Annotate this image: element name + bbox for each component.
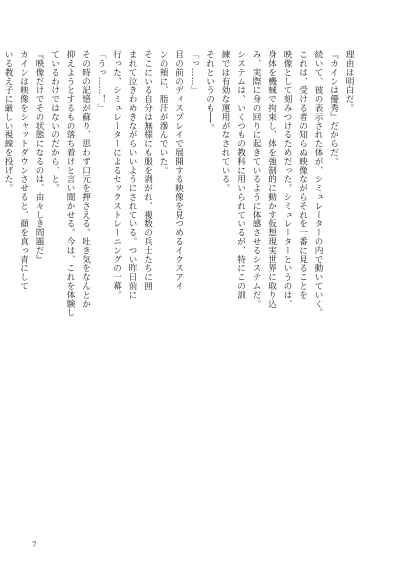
text-line: システムは、いくつもの教科に用いられているが、特にこの訓 — [235, 50, 246, 300]
text-line: カインは映像をシャットダウンさせると、顔を真っ青にして — [18, 50, 29, 291]
text-line: み、実際に身の回りに起きているように体感させるシステムだ。 — [251, 50, 261, 309]
text-line: 続いて、彼の表示された体が、シミュレーターの内で動いていく。 — [313, 50, 323, 317]
text-line: そこにいる自分は無様にも服を剥がれ、複数の兵士たちに囲 — [142, 50, 153, 291]
text-line: 映像として刻みつけるためだった。シミュレーターというのは、 — [282, 50, 292, 309]
text-line: 身体を機械で拘束し、体を強制的に動かす仮想現実世界に取り込 — [266, 50, 277, 309]
text-line: 「うっ……！」 — [96, 50, 106, 113]
text-line: 「っ……」 — [189, 50, 199, 95]
vertical-text-body — [3, 50, 356, 527]
page-number: 7 — [32, 541, 37, 549]
text-line: ているわけではないのだから、と。 — [49, 50, 60, 193]
text-line: それというのも──。 — [204, 50, 215, 133]
text-line: 行った、シミュレーターによるセックストレーニングの一幕。 — [111, 50, 122, 300]
text-line: 理由は明白だ。 — [344, 50, 354, 113]
text-line: 抑えようとするもの落ち着けと言い聞かせる。今は、これを体験し — [65, 50, 75, 317]
text-line: まれて泣きわめきながらいいようにされている。つい昨日前に — [127, 50, 137, 300]
text-line: その時の記憶が蘇り、思わず口元を押さえる。吐き気をなんとか — [80, 50, 91, 309]
text-line: 『カインは優秀』だからだ。 — [328, 50, 339, 166]
text-line: ンの頬に、脂汗が滲んでいた。 — [158, 50, 168, 175]
text-line: これは、受ける者の知らぬ映像ながらそれを一番に見ることを — [297, 50, 308, 300]
text-line: 『映像だけでその状態になるのは、由々しき問題だ』 — [34, 50, 44, 264]
text-line: 練では有効な運用がなされている。 — [220, 50, 230, 193]
text-line: いる教え子に厳しい視線を投げた。 — [3, 50, 13, 193]
text-line: 目の前のディスプレイで展開する映像を見つめるイクスアイ — [173, 50, 184, 291]
